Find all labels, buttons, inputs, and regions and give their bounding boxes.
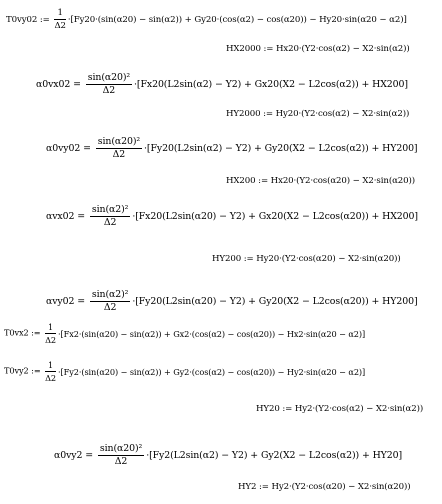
lhs: αvy02 xyxy=(46,296,75,307)
definition: HY200 := Hy20·(Y2·cos(α20) − X2·sin(α20)) xyxy=(212,254,401,264)
expression: ·[Fy2(L2sin(α2) − Y2) + Gy2(X2 − L2cos(α2)) + HY20] xyxy=(146,449,403,461)
operator: := xyxy=(31,365,41,376)
denominator: Δ2 xyxy=(45,373,57,383)
region-hx200[interactable] xyxy=(226,176,415,186)
expression: ·[Fy2·(sin(α20) − sin(α2)) + Gy2·(cos(α2) − cos(α20)) − Hy2·sin(α20 − α2)] xyxy=(58,366,366,377)
denominator: Δ2 xyxy=(112,149,126,160)
numerator: sin(α20)² xyxy=(97,136,141,147)
expression: ·[Fx20(L2sin(α2) − Y2) + Gx20(X2 − L2cos(α2)) + HX200] xyxy=(134,78,408,90)
operator: = xyxy=(77,296,86,307)
numerator: sin(α20)² xyxy=(99,443,143,454)
numerator: 1 xyxy=(45,322,56,334)
numerator: sin(α2)² xyxy=(91,204,129,215)
definition: HY2000 := Hy20·(Y2·cos(α2) − X2·sin(α2)) xyxy=(226,109,410,119)
region-hy200[interactable] xyxy=(212,254,401,264)
lhs: α0vy02 xyxy=(46,143,81,154)
denominator: Δ2 xyxy=(103,217,117,228)
operator: = xyxy=(83,143,91,154)
lhs: T0vx2 xyxy=(4,327,29,338)
expression: ·[Fx2·(sin(α20) − sin(α2)) + Gx2·(cos(α2) − cos(α20)) − Hx2·sin(α20 − α2)] xyxy=(58,328,366,339)
operator: := xyxy=(39,15,50,25)
denominator: Δ2 xyxy=(45,335,57,345)
region-hy20[interactable] xyxy=(256,404,423,414)
region-t0vy02[interactable] xyxy=(6,8,407,31)
fraction xyxy=(54,8,65,31)
numerator: sin(α20)² xyxy=(87,72,131,83)
denominator: Δ2 xyxy=(102,85,116,96)
region-hx2000[interactable] xyxy=(226,44,410,54)
lhs: αvx02 xyxy=(46,211,75,222)
expression: ·[Fy20(L2sin(α20) − Y2) + Gy20(X2 − L2cos(α20)) + HY200] xyxy=(132,295,418,307)
region-a0vy2[interactable] xyxy=(54,444,402,467)
expression: ·[Fx20(L2sin(α20) − Y2) + Gx20(X2 − L2cos(α20)) + HX200] xyxy=(132,210,418,222)
fraction xyxy=(98,444,144,467)
operator: = xyxy=(77,211,85,222)
expression: ·[Fy20·(sin(α20) − sin(α2)) + Gy20·(cos(α2) − cos(α20)) − Hy20·sin(α20 − α2)] xyxy=(67,14,407,25)
definition: HY20 := Hy2·(Y2·cos(α2) − X2·sin(α2)) xyxy=(256,404,424,414)
lhs: T0vy2 xyxy=(4,365,29,376)
operator: = xyxy=(85,450,94,461)
expression: ·[Fy20(L2sin(α2) − Y2) + Gy20(X2 − L2cos(α2)) + HY200] xyxy=(144,142,418,154)
denominator: Δ2 xyxy=(103,302,117,313)
fraction xyxy=(90,205,130,228)
operator: = xyxy=(73,79,81,90)
numerator: 1 xyxy=(45,360,56,372)
numerator: 1 xyxy=(54,8,65,20)
region-avx02[interactable] xyxy=(46,205,418,228)
definition: HY2 := Hy2·(Y2·cos(α20) − X2·sin(α20)) xyxy=(238,482,411,492)
denominator: Δ2 xyxy=(114,456,128,467)
lhs: α0vx02 xyxy=(36,79,71,90)
lhs: α0vy2 xyxy=(54,450,83,461)
fraction xyxy=(45,322,56,345)
region-t0vy2[interactable] xyxy=(4,360,365,383)
fraction xyxy=(45,360,56,383)
region-avy02[interactable] xyxy=(46,290,418,313)
operator: := xyxy=(31,327,41,338)
fraction xyxy=(86,73,132,96)
lhs: T0vy02 xyxy=(6,15,38,25)
region-hy2000[interactable] xyxy=(226,109,409,119)
region-a0vx02[interactable] xyxy=(36,73,408,96)
region-a0vy02[interactable] xyxy=(46,137,418,160)
denominator: Δ2 xyxy=(54,21,66,31)
fraction xyxy=(96,137,142,160)
region-hy2[interactable] xyxy=(238,482,410,492)
region-t0vx2[interactable] xyxy=(4,322,365,345)
numerator: sin(α2)² xyxy=(91,289,129,300)
definition: HX2000 := Hx20·(Y2·cos(α2) − X2·sin(α2)) xyxy=(226,44,410,54)
fraction xyxy=(90,290,130,313)
definition: HX200 := Hx20·(Y2·cos(α20) − X2·sin(α20)) xyxy=(226,176,416,186)
